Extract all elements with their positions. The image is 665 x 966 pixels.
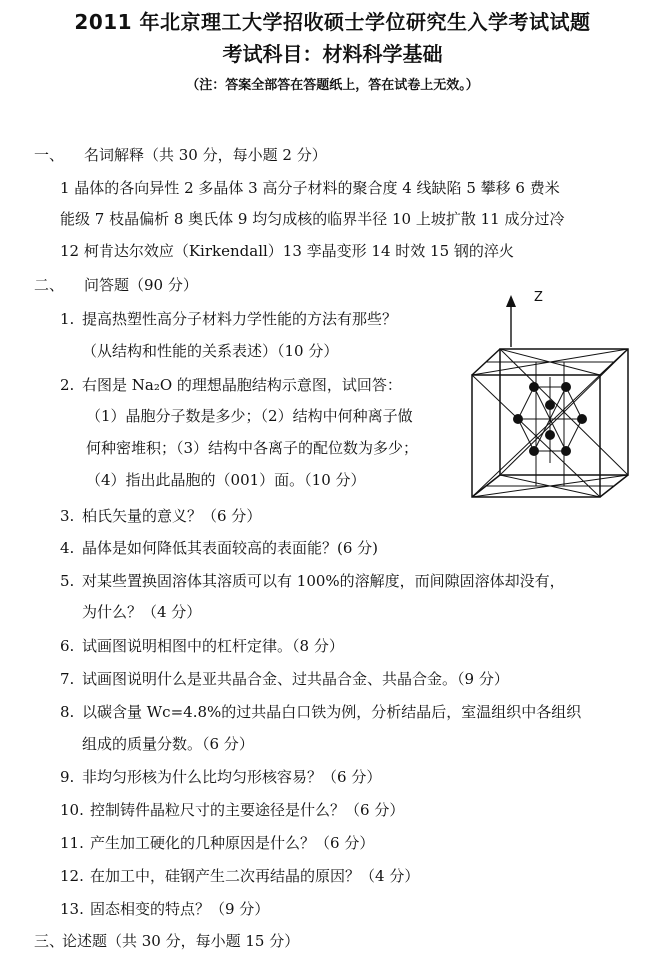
section3-number: 三、 [34,932,65,950]
section1-line-1: 1 晶体的各向异性 2 多晶体 3 高分子材料的聚合度 4 线缺陷 5 攀移 6 费米 [60,179,560,197]
na-ion [561,382,571,392]
z-axis-arrowhead [506,295,516,307]
question-1-line-2: （从结构和性能的关系表述）（10 分） [82,342,339,360]
na-ion [561,446,571,456]
question-2-line-3: 何种密堆积；（3）结构中各离子的配位数为多少； [86,439,419,457]
question-4-number: 4. [60,539,75,557]
question-12-number: 12. [60,867,84,885]
na-ion [529,446,539,456]
z-axis-label: Z [534,290,543,305]
question-2-line-2: （1）晶胞分子数是多少；（2）结构中何种离子做 [86,407,413,425]
question-10-number: 10. [60,801,84,819]
na-ion [513,414,523,424]
question-2-line-1: 右图是 Na₂O 的理想晶胞结构示意图，试回答： [82,376,402,394]
question-9-line-1: 非均匀形核为什么比均匀形核容易？（6 分） [82,768,382,786]
question-8-number: 8. [60,703,75,721]
exam-notice: （注：答案全部答在答题纸上，答在试卷上无效。） [186,78,479,93]
section1-line-3: 12 柯肯达尔效应（Kirkendall）13 孪晶变形 14 时效 15 钢的淬火 [60,242,514,260]
section3-heading: 论述题（共 30 分，每小题 15 分） [62,932,300,950]
question-1-number: 1. [60,310,75,328]
na2o-crystal-figure [460,285,630,500]
question-3-line-1: 柏氏矢量的意义？（6 分） [82,507,262,525]
question-2-line-4: （4）指出此晶胞的（001）面。（10 分） [86,471,366,489]
question-7-number: 7. [60,670,75,688]
section2-number: 二、 [34,276,65,294]
question-8-line-2: 组成的质量分数。（6 分） [82,735,254,753]
question-4-line-1: 晶体是如何降低其表面较高的表面能？(6 分) [82,539,379,557]
na-ion [545,400,555,410]
question-2-number: 2. [60,376,75,394]
question-9-number: 9. [60,768,75,786]
section1-heading: 名词解释（共 30 分，每小题 2 分） [84,146,327,164]
question-7-line-1: 试画图说明什么是亚共晶合金、过共晶合金、共晶合金。（9 分） [82,670,509,688]
exam-title: 2011 年北京理工大学招收硕士学位研究生入学考试试题 [74,10,591,34]
question-13-number: 13. [60,900,84,918]
section1-line-2: 能级 7 枝晶偏析 8 奥氏体 9 均匀成核的临界半径 10 上坡扩散 11 成分过冷 [60,210,565,228]
question-5-line-1: 对某些置换固溶体其溶质可以有 100%的溶解度，而间隙固溶体却没有， [82,572,565,590]
section1-number: 一、 [34,146,65,164]
section2-heading: 问答题（90 分） [84,276,198,294]
na-ion [545,430,555,440]
question-11-line-1: 产生加工硬化的几种原因是什么？（6 分） [90,834,375,852]
question-3-number: 3. [60,507,75,525]
question-8-line-1: 以碳含量 Wc=4.8%的过共晶白口铁为例，分析结晶后，室温组织中各组织 [82,703,582,721]
question-10-line-1: 控制铸件晶粒尺寸的主要途径是什么？（6 分） [90,801,405,819]
question-5-number: 5. [60,572,75,590]
question-13-line-1: 固态相变的特点？（9 分） [90,900,270,918]
question-11-number: 11. [60,834,84,852]
na-ion [529,382,539,392]
question-6-number: 6. [60,637,75,655]
exam-subject: 考试科目：材料科学基础 [222,42,443,66]
question-5-line-2: 为什么？（4 分） [82,603,202,621]
question-1-line-1: 提高热塑性高分子材料力学性能的方法有那些？ [82,310,398,328]
question-6-line-1: 试画图说明相图中的杠杆定律。（8 分） [82,637,344,655]
question-12-line-1: 在加工中，硅钢产生二次再结晶的原因？（4 分） [90,867,420,885]
na-ion [577,414,587,424]
